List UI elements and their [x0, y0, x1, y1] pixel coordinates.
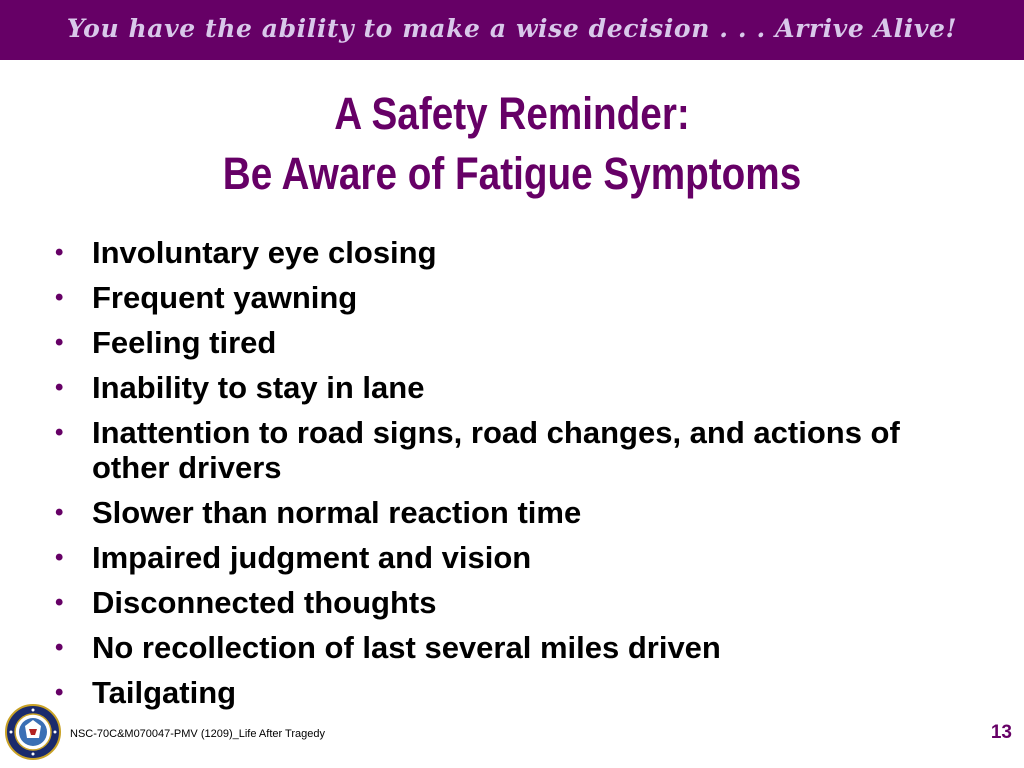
bullet-icon: •	[55, 544, 64, 571]
list-item-text: Inability to stay in lane	[92, 370, 425, 405]
list-item-text: Disconnected thoughts	[92, 585, 437, 620]
bullet-icon: •	[55, 419, 64, 446]
footer-document-id: NSC-70C&M070047-PMV (1209)_Life After Tragedy	[70, 728, 325, 740]
slide-title	[72, 84, 953, 204]
banner-slogan: You have the ability to make a wise decision . . . Arrive Alive!	[66, 13, 958, 43]
list-item	[55, 370, 955, 405]
list-item-text: Slower than normal reaction time	[92, 495, 582, 530]
bullet-icon: •	[55, 499, 64, 526]
list-item	[55, 325, 955, 360]
bullet-icon: •	[55, 679, 64, 706]
list-item-text: Frequent yawning	[92, 280, 358, 315]
header-banner	[0, 0, 1024, 60]
list-item	[55, 585, 955, 620]
list-item-text: No recollection of last several miles driven	[92, 630, 721, 665]
title-line-2: Be Aware of Fatigue Symptoms	[222, 148, 802, 199]
list-item-text: Impaired judgment and vision	[92, 540, 532, 575]
list-item	[55, 675, 955, 710]
bullet-icon: •	[55, 634, 64, 661]
bullet-icon: •	[55, 374, 64, 401]
list-item	[55, 495, 955, 530]
list-item	[55, 280, 955, 315]
list-item-text: Inattention to road signs, road changes, and actions of other drivers	[92, 415, 900, 485]
bullet-icon: •	[55, 329, 64, 356]
title-line-1: A Safety Reminder:	[334, 88, 690, 139]
list-item-text: Feeling tired	[92, 325, 277, 360]
list-item	[55, 415, 955, 485]
bullet-icon: •	[55, 589, 64, 616]
list-item-text: Tailgating	[92, 675, 237, 710]
list-item	[55, 235, 955, 270]
list-item-text: Involuntary eye closing	[92, 235, 437, 270]
bullet-icon: •	[55, 284, 64, 311]
list-item	[55, 630, 955, 665]
naval-safety-center-seal-icon	[5, 704, 61, 760]
page-number: 13	[990, 722, 1012, 743]
list-item	[55, 540, 955, 575]
bullet-icon: •	[55, 239, 64, 266]
symptom-list	[55, 235, 955, 720]
